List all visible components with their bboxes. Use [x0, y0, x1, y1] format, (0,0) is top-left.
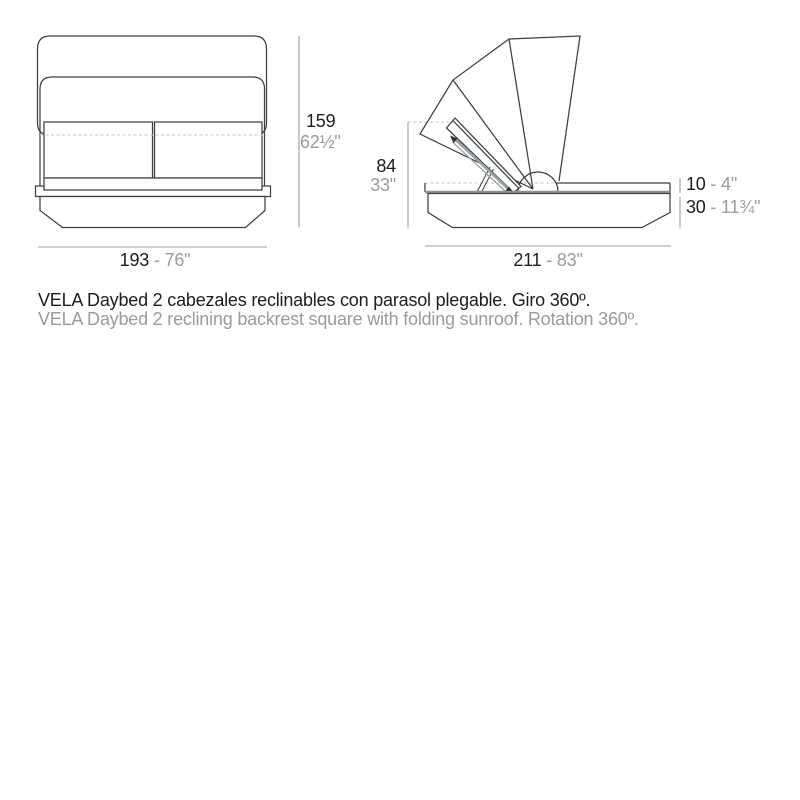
- caption-spanish: VELA Daybed 2 cabezales reclinables con parasol plegable. Giro 360º.: [38, 290, 591, 310]
- fan-hub-arc: [518, 172, 558, 192]
- backrest-panel-left: [44, 122, 153, 178]
- caption-english: VELA Daybed 2 reclining backrest square with folding sunroof. Rotation 360º.: [38, 309, 639, 329]
- backrest-panel-right: [155, 122, 263, 178]
- technical-drawing: [0, 0, 800, 340]
- front-view-drawing: [36, 36, 271, 228]
- fan-rib-2: [509, 39, 533, 189]
- backrest-height-label-cm: 84: [376, 156, 396, 176]
- width-dim-label: 193 - 76": [119, 250, 191, 270]
- reclining-backrest-board: [447, 118, 522, 193]
- base-height-label: 30 - 11¾": [686, 197, 761, 217]
- height-dim-label-cm: 159: [306, 111, 336, 131]
- base-front: [40, 197, 265, 228]
- height-dim-label-in: 62½": [300, 132, 341, 152]
- base-side: [428, 194, 670, 228]
- length-dim-label: 211 - 83": [513, 250, 583, 270]
- product-caption: [38, 291, 639, 329]
- side-view-drawing: [420, 36, 670, 228]
- backrest-height-label-in: 33": [370, 175, 396, 195]
- parasol-folded-panel: [38, 36, 267, 123]
- seat-bar: [44, 178, 262, 190]
- mattress-thickness-label: 10 - 4": [686, 174, 738, 194]
